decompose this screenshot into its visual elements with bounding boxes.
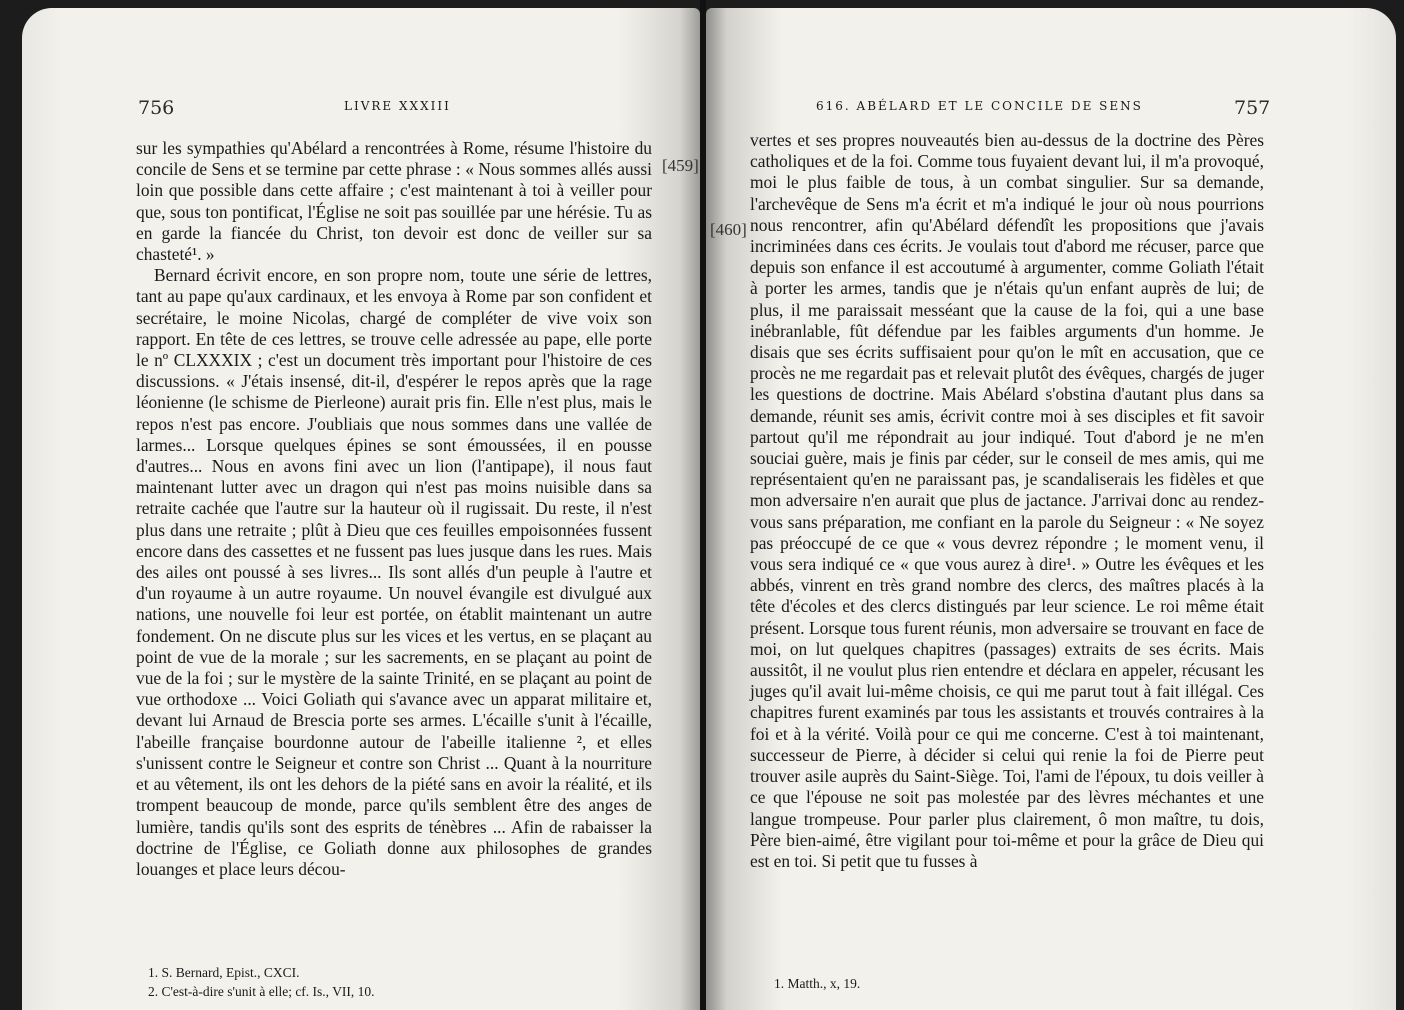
running-head: LIVRE XXXIII (344, 99, 451, 113)
margin-reference: [459] (662, 156, 699, 175)
footnotes (148, 963, 638, 1001)
paragraph: vertes et ses propres nouveautés bien au-dessus de la doctrine des Pères catholiques et de la foi. Comme tous fuyaient devant lui, il m'a provoqué, moi le plus faible de tous, à un combat singulier. Sur sa demande, l'archevêque de Sens m'a écrit et m'a indiqué le jour où nous pourrions nous rencontrer, afin qu'Abélard défendît les propositions que j'avais incriminées dans ces écrits. Je voulais tout d'abord me récuser, parce que depuis son enfance il est accoutumé à argumenter, comme Goliath l'était à porter les armes, tandis que je n'étais qu'un enfant auprès de lui; de plus, il me paraissait messéant que la cause de la foi, qui a une base inébranlable, fût défendue par les faibles arguments d'un homme. Je disais que ses écrits suffisaient pour qu'on le mît en accusation, que ce procès ne me regardait pas et relevait plutôt des évêques, chargés de juger les questions de doctrine. Mais Abélard s'obstina d'autant plus dans sa demande, réunit ses amis, écrivit contre moi à ses disciples et fit savoir partout qu'il me répondrait au jour indiqué. Tout d'abord je ne m'en souciai guère, mais je finis par céder, sur le conseil de mes amis, qui me représentaient qu'en ne paraissant pas, je scandaliserais les fidèles et que mon adversaire n'en aurait que plus de jactance. J'arrivai donc au rendez-vous sans préparation, me confiant en la parole du Seigneur : « Ne soyez pas préoccupé de ce que « vous devrez répondre ; le moment venu, il vous sera indiqué ce « que vous aurez à dire¹. » Outre les évêques et les abbés, vinrent en très grand nombre des clercs, des maîtres placés à la tête d'écoles et des clercs distingués par leur science. Le roi même était présent. Lorsque tous furent réunis, mon adversaire se trouvant en face de moi, on lut quelques chapitres (passages) extraits de ses écrits. Mais aussitôt, il ne voulut plus rien entendre et déclara en appeler, récusant les juges qu'il avait lui-même choisis, ce qui me parut tout à fait illégal. Ces chapitres furent examinés par tous les assistants et trouvés contraires à la foi et à la vérité. Voilà pour ce qui me concerne. C'est à toi maintenant, successeur de Pierre, à décider si celui qui renie la foi de Pierre peut trouver asile auprès du Saint-Siège. Toi, l'ami de l'époux, tu dois veiller à ce que l'épouse ne soit pas molestée par des lèvres méchantes et une langue trompeuse. Pour parler plus clairement, ô mon maître, tu dois, Père bien-aimé, être vigilant pour toi-même et pour la grâce de Dieu qui est en toi. Si petit que tu fusses à (750, 130, 1264, 871)
margin-reference: [460] (710, 220, 747, 239)
page-number: 756 (138, 97, 175, 119)
footnote: 1. S. Bernard, Epist., CXCI. (148, 965, 300, 980)
paragraph: Bernard écrivit encore, en son propre nom, toute une série de lettres, tant au pape qu'aux cardinaux, et les envoya à Rome par son confident et secrétaire, le moine Nicolas, chargé de compléter de vive voix son rapport. En tête de ces lettres, se trouve celle adressée au pape, elle porte le nº CLXXXIX ; c'est un document très important pour l'histoire de ces discussions. « J'étais insensé, dit-il, d'espérer le repos après que la rage léonienne (le schisme de Pierleone) aurait pris fin. Elle n'est plus, mais le repos n'est pas encore. J'oubliais que nous sommes dans une vallée de larmes... Lorsque quelques épines se sont émoussées, il en pousse d'autres... Nous en avons fini avec un lion (l'antipape), il nous faut maintenant lutter avec un dragon qui n'est pas moins nuisible dans sa retraite cachée que l'autre sur la hauteur où il rugissait. Du reste, il n'est plus dans une retraite ; plût à Dieu que ces feuilles empoisonnées fussent encore dans des cassettes et ne fussent pas lues jusque dans les rues. Mais des ailes ont poussé à ses livres... Ils sont allés d'un peuple à l'autre et d'un royaume à un autre royaume. Un nouvel évangile est divulgué aux nations, une nouvelle foi leur est portée, on établit maintenant un autre fondement. On ne discute plus sur les vices et les vertus, en se plaçant au point de vue de la morale ; sur les sacrements, en se plaçant au point de vue de la foi ; sur le mystère de la sainte Trinité, en se plaçant au point de vue orthodoxe ... Voici Goliath qui s'avance avec un apparat militaire et, devant lui Arnaud de Brescia porte ses armes. L'écaille s'unit à l'écaille, l'abeille française bourdonne autour de l'abeille italienne ², et elles s'unissent contre le Seigneur et contre son Christ ... Quant à la nourriture et au vêtement, ils ont les dehors de la piété sans en avoir la réalité, et ils trompent beaucoup de monde, parce qu'ils semblent être des anges de lumière, tandis qu'ils sont des esprits de ténèbres ... Afin de rabaisser la doctrine de l'Église, ce Goliath donne aux philosophes de grandes louanges et place leurs décou- (136, 265, 652, 879)
footnotes (774, 974, 1254, 993)
body-text (750, 130, 1264, 872)
right-page (706, 8, 1396, 1010)
footnote: 1. Matth., x, 19. (774, 976, 861, 991)
page-number: 757 (1234, 97, 1271, 119)
paragraph: sur les sympathies qu'Abélard a rencontrées à Rome, résume l'histoire du concile de Sens et se termine par cette phrase : « Nous sommes allés aussi loin que possible dans cette affaire ; c'est maintenant à toi à veiller pour que, sous ton pontificat, l'Église ne soit pas souillée par une hérésie. Tu as en garde la fiancée du Christ, ton devoir est donc de veiller sur sa chasteté¹. » (136, 138, 652, 265)
left-page (22, 8, 700, 1010)
running-head: 616. ABÉLARD ET LE CONCILE DE SENS (816, 99, 1143, 113)
footnote: 2. C'est-à-dire s'unit à elle; cf. Is., VII, 10. (148, 984, 375, 999)
body-text (136, 138, 652, 880)
